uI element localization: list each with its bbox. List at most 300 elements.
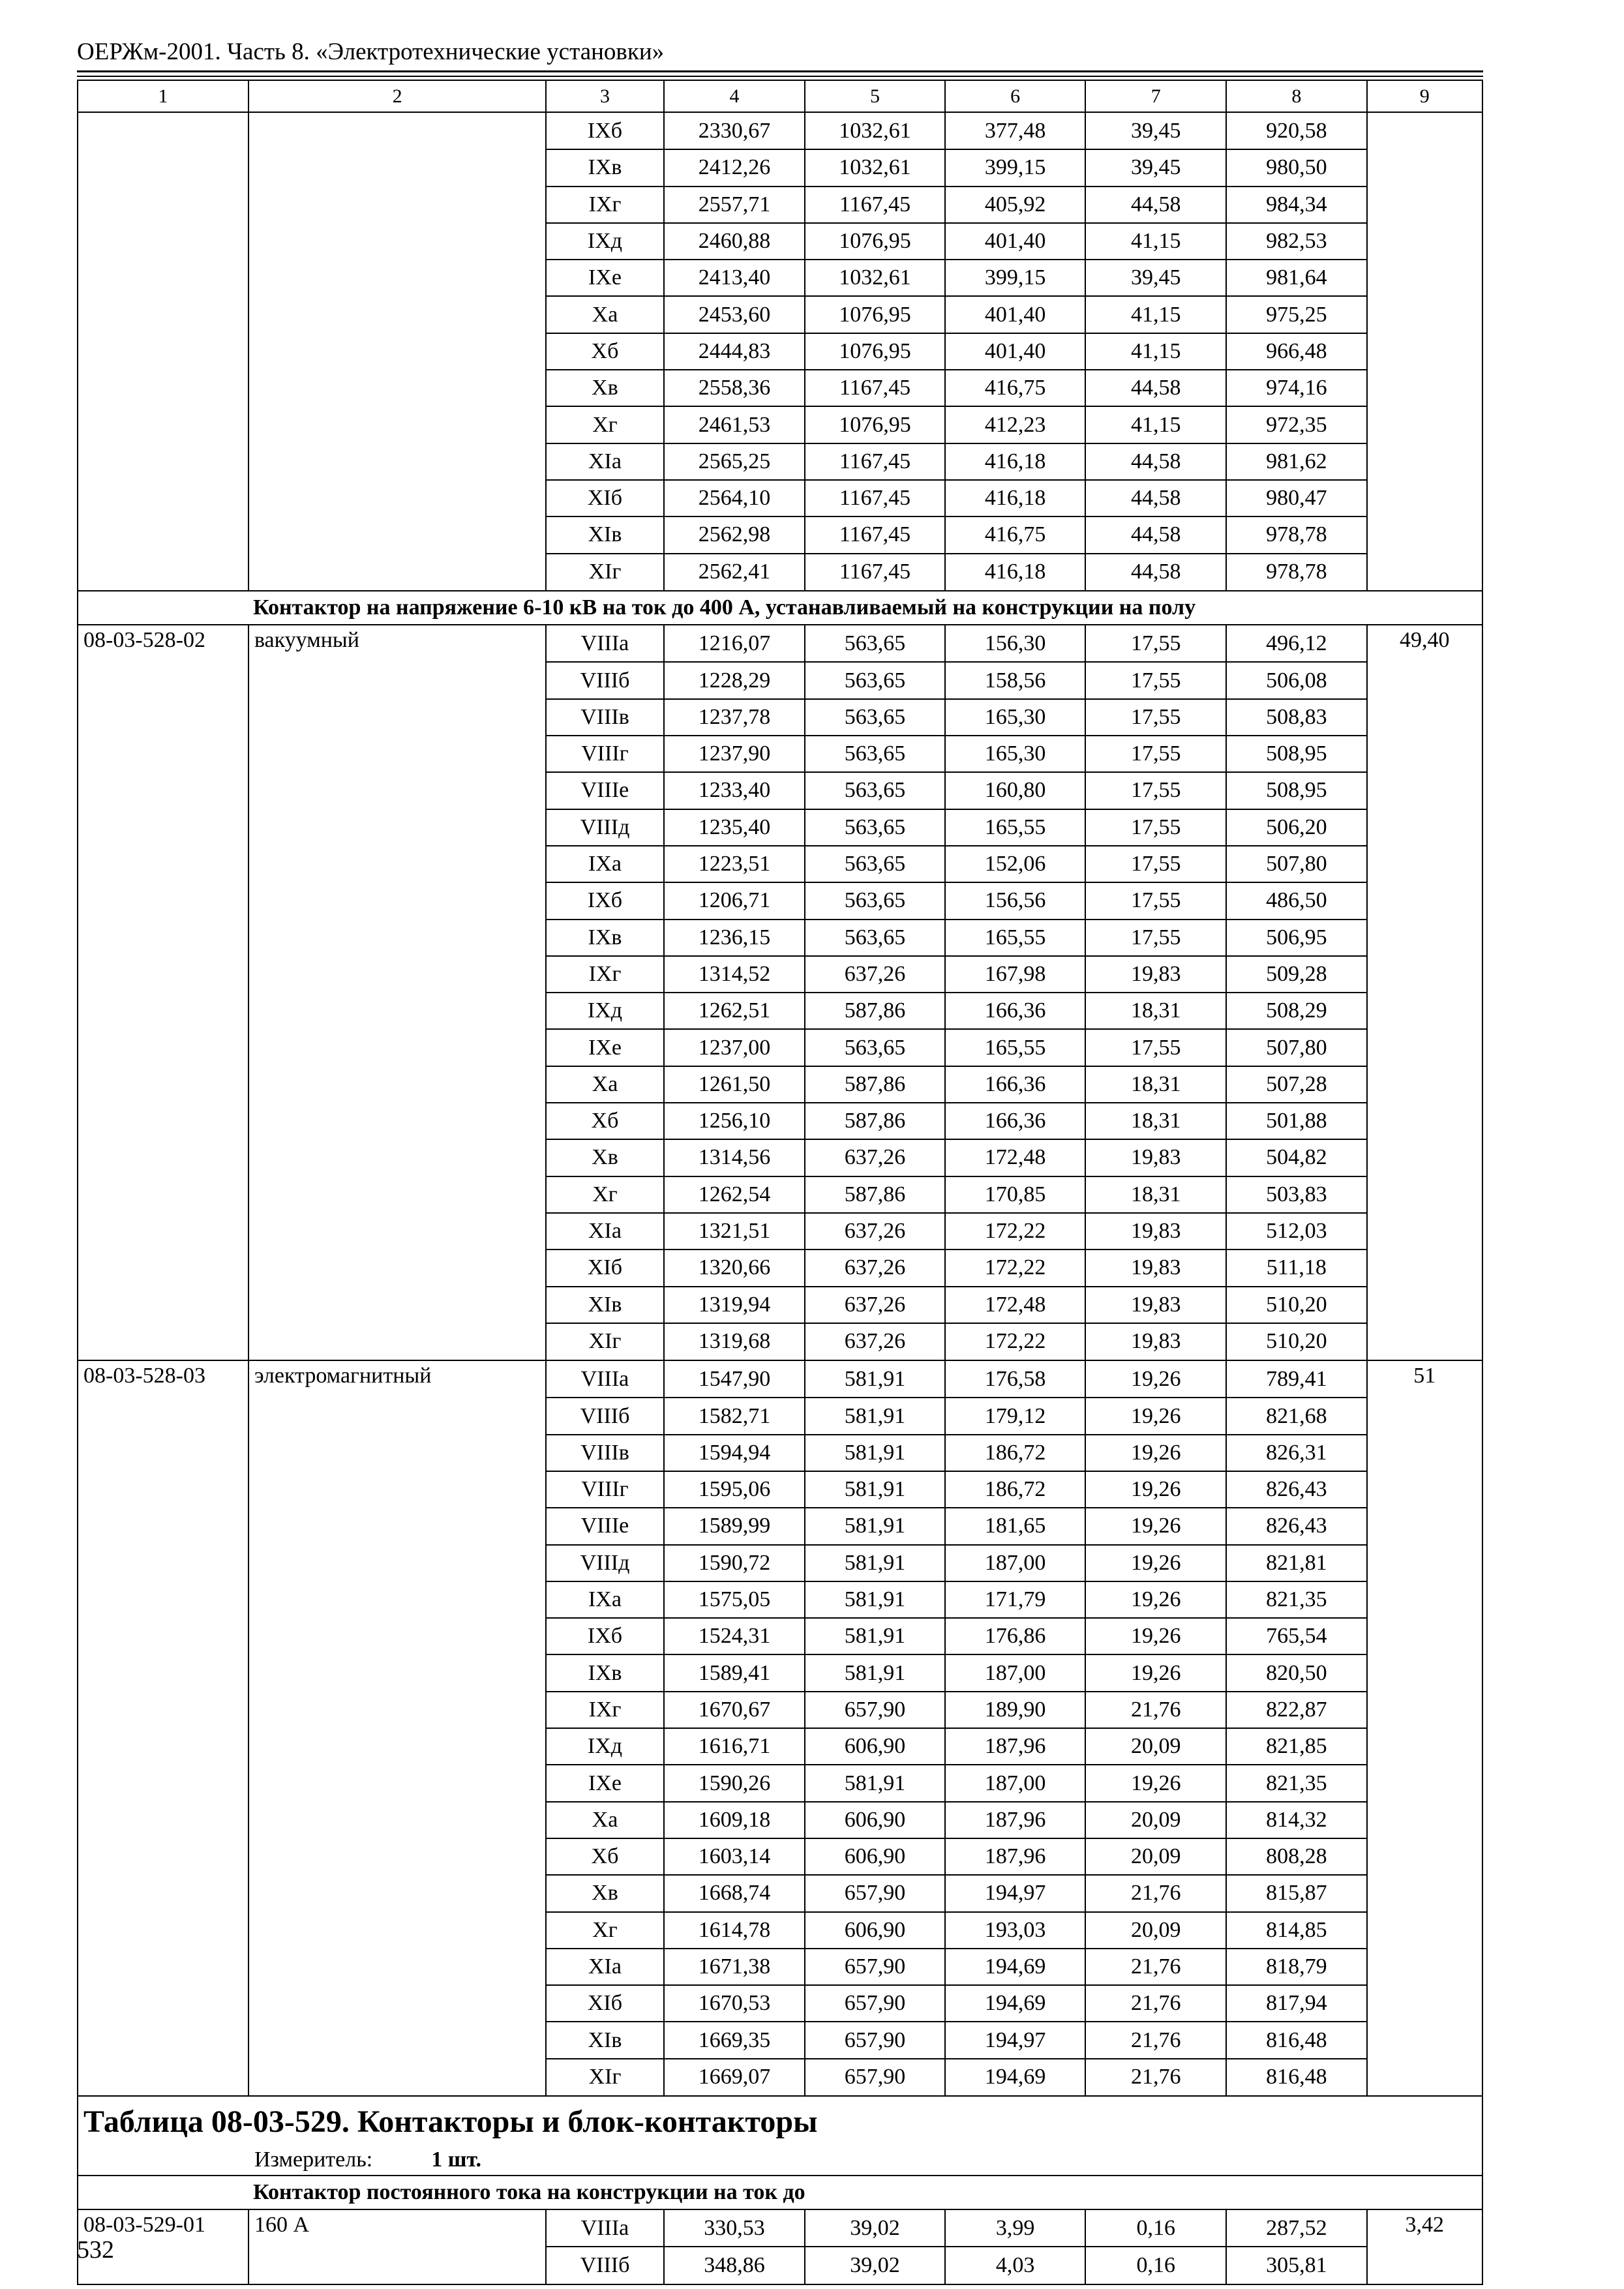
- region-cell: IXд: [546, 1728, 663, 1765]
- total-cost-cell: 1206,71: [664, 882, 805, 919]
- col9-cell: [1367, 223, 1482, 260]
- operator-wages-cell: 19,26: [1085, 1618, 1226, 1654]
- col9-cell: [1367, 1802, 1482, 1838]
- operator-wages-cell: 17,55: [1085, 882, 1226, 919]
- rate-code-cell: [78, 187, 248, 223]
- machines-cell: 187,96: [945, 1802, 1086, 1838]
- col9-cell: [1367, 1545, 1482, 1581]
- machines-cell: 194,97: [945, 2022, 1086, 2058]
- materials-cell: 486,50: [1226, 882, 1367, 919]
- rate-code-cell: [78, 296, 248, 333]
- total-cost-cell: 1594,94: [664, 1435, 805, 1471]
- col9-cell: [1367, 1508, 1482, 1544]
- rate-name-cell: [248, 223, 546, 260]
- col9-cell: [1367, 1435, 1482, 1471]
- rate-code-cell: [78, 956, 248, 993]
- col9-cell: [1367, 1728, 1482, 1765]
- materials-cell: 508,83: [1226, 699, 1367, 736]
- rate-code-cell: [78, 1545, 248, 1581]
- machines-cell: 172,48: [945, 1287, 1086, 1323]
- rate-code-cell: [78, 406, 248, 443]
- total-cost-cell: 1669,07: [664, 2059, 805, 2096]
- materials-cell: 816,48: [1226, 2059, 1367, 2096]
- total-cost-cell: 1228,29: [664, 662, 805, 698]
- materials-cell: 826,43: [1226, 1508, 1367, 1544]
- machines-cell: 156,56: [945, 882, 1086, 919]
- table-row: [78, 1435, 1482, 1471]
- region-cell: IXд: [546, 223, 663, 260]
- table-row: [78, 2209, 1482, 2247]
- materials-cell: 506,08: [1226, 662, 1367, 698]
- materials-cell: 305,81: [1226, 2247, 1367, 2284]
- rate-name-cell: [248, 1471, 546, 1508]
- rate-name-cell: [248, 187, 546, 223]
- machines-cell: 170,85: [945, 1176, 1086, 1213]
- machines-cell: 187,00: [945, 1654, 1086, 1691]
- machines-cell: 181,65: [945, 1508, 1086, 1544]
- region-cell: Xa: [546, 296, 663, 333]
- total-cost-cell: 1235,40: [664, 809, 805, 846]
- wages-cell: 563,65: [805, 662, 945, 698]
- section-heading-cell: [78, 591, 1482, 625]
- materials-cell: 765,54: [1226, 1618, 1367, 1654]
- region-cell: VIIIв: [546, 699, 663, 736]
- operator-wages-cell: 19,26: [1085, 1545, 1226, 1581]
- table-title: Таблица 08-03-529. Контакторы и блок-контакторы: [83, 2104, 818, 2140]
- col9-cell: [1367, 736, 1482, 772]
- materials-cell: 511,18: [1226, 1249, 1367, 1286]
- col9-cell: [1367, 1471, 1482, 1508]
- wages-cell: 581,91: [805, 1398, 945, 1434]
- rate-code-cell: [78, 1875, 248, 1911]
- rate-name-cell: [248, 846, 546, 882]
- table-row: [78, 1875, 1482, 1911]
- col9-cell: 51: [1367, 1360, 1482, 1398]
- materials-cell: 507,28: [1226, 1066, 1367, 1103]
- total-cost-cell: 2564,10: [664, 480, 805, 516]
- wages-cell: 1032,61: [805, 149, 945, 186]
- rate-code-cell: [78, 1912, 248, 1949]
- materials-cell: 826,31: [1226, 1435, 1367, 1471]
- table-row: [78, 920, 1482, 956]
- col9-cell: [1367, 333, 1482, 370]
- col9-cell: [1367, 1139, 1482, 1176]
- operator-wages-cell: 21,76: [1085, 1949, 1226, 1985]
- materials-cell: 981,64: [1226, 260, 1367, 296]
- total-cost-cell: 1670,67: [664, 1692, 805, 1728]
- operator-wages-cell: 41,15: [1085, 223, 1226, 260]
- region-cell: IXa: [546, 846, 663, 882]
- materials-cell: 821,35: [1226, 1765, 1367, 1801]
- total-cost-cell: 2558,36: [664, 370, 805, 406]
- table-row: [78, 1360, 1482, 1398]
- total-cost-cell: 1603,14: [664, 1838, 805, 1875]
- region-cell: VIIIв: [546, 1435, 663, 1471]
- materials-cell: 821,68: [1226, 1398, 1367, 1434]
- rate-name-cell: [248, 1912, 546, 1949]
- col9-cell: [1367, 1176, 1482, 1213]
- region-cell: XIв: [546, 1287, 663, 1323]
- table-row: [78, 1618, 1482, 1654]
- region-cell: IXг: [546, 956, 663, 993]
- materials-cell: 984,34: [1226, 187, 1367, 223]
- operator-wages-cell: 41,15: [1085, 333, 1226, 370]
- table-row: [78, 993, 1482, 1029]
- col9-cell: [1367, 1838, 1482, 1875]
- rate-name-cell: [248, 443, 546, 480]
- operator-wages-cell: 20,09: [1085, 1838, 1226, 1875]
- wages-cell: 657,90: [805, 1875, 945, 1911]
- rate-name-cell: [248, 699, 546, 736]
- table-row: [78, 699, 1482, 736]
- total-cost-cell: 1261,50: [664, 1066, 805, 1103]
- rate-name-cell: [248, 772, 546, 809]
- rate-code-cell: [78, 772, 248, 809]
- table-row: [78, 1912, 1482, 1949]
- machines-cell: 412,23: [945, 406, 1086, 443]
- rate-name-cell: [248, 1176, 546, 1213]
- col9-cell: [1367, 1398, 1482, 1434]
- machines-cell: 194,97: [945, 1875, 1086, 1911]
- total-cost-cell: 1589,41: [664, 1654, 805, 1691]
- table-row: [78, 554, 1482, 591]
- region-cell: XIг: [546, 2059, 663, 2096]
- operator-wages-cell: 19,26: [1085, 1765, 1226, 1801]
- table-row: [78, 1654, 1482, 1691]
- column-header-4: 4: [664, 80, 805, 112]
- rate-name-cell: [248, 956, 546, 993]
- rate-name-cell: [248, 112, 546, 149]
- total-cost-cell: 1547,90: [664, 1360, 805, 1398]
- rate-code-cell: [78, 1103, 248, 1139]
- rate-name-cell: [248, 1287, 546, 1323]
- col9-cell: [1367, 699, 1482, 736]
- materials-cell: 826,43: [1226, 1471, 1367, 1508]
- machines-cell: 416,18: [945, 443, 1086, 480]
- region-cell: VIIIб: [546, 662, 663, 698]
- region-cell: IXв: [546, 149, 663, 186]
- region-cell: IXe: [546, 1029, 663, 1066]
- rate-name-cell: [248, 1618, 546, 1654]
- wages-cell: 563,65: [805, 699, 945, 736]
- col9-cell: [1367, 554, 1482, 591]
- operator-wages-cell: 17,55: [1085, 772, 1226, 809]
- region-cell: XIб: [546, 1249, 663, 1286]
- rate-code-cell: [78, 662, 248, 698]
- region-cell: Xб: [546, 333, 663, 370]
- rate-code-cell: [78, 443, 248, 480]
- wages-cell: 563,65: [805, 846, 945, 882]
- rate-name-cell: [248, 2022, 546, 2058]
- operator-wages-cell: 17,55: [1085, 625, 1226, 662]
- column-header-8: 8: [1226, 80, 1367, 112]
- table-row: [78, 1985, 1482, 2022]
- table-row: [78, 2247, 1482, 2284]
- total-cost-cell: 2453,60: [664, 296, 805, 333]
- machines-cell: 187,00: [945, 1765, 1086, 1801]
- region-cell: Xб: [546, 1838, 663, 1875]
- rate-name-cell: [248, 1103, 546, 1139]
- machines-cell: 416,75: [945, 516, 1086, 553]
- machines-cell: 160,80: [945, 772, 1086, 809]
- col9-cell: [1367, 1692, 1482, 1728]
- table-row: [78, 1398, 1482, 1434]
- rate-code-cell: [78, 1765, 248, 1801]
- wages-cell: 637,26: [805, 1139, 945, 1176]
- operator-wages-cell: 44,58: [1085, 443, 1226, 480]
- machines-cell: 401,40: [945, 296, 1086, 333]
- col9-cell: [1367, 1985, 1482, 2022]
- materials-cell: 508,95: [1226, 736, 1367, 772]
- operator-wages-cell: 17,55: [1085, 809, 1226, 846]
- wages-cell: 581,91: [805, 1618, 945, 1654]
- rate-name-cell: [248, 736, 546, 772]
- operator-wages-cell: 19,26: [1085, 1435, 1226, 1471]
- rate-name-cell: [248, 1838, 546, 1875]
- wages-cell: 1076,95: [805, 333, 945, 370]
- region-cell: XIг: [546, 554, 663, 591]
- machines-cell: 167,98: [945, 956, 1086, 993]
- meter-value: 1 шт.: [431, 2147, 482, 2172]
- machines-cell: 193,03: [945, 1912, 1086, 1949]
- total-cost-cell: 2562,41: [664, 554, 805, 591]
- wages-cell: 563,65: [805, 772, 945, 809]
- col9-cell: [1367, 1765, 1482, 1801]
- operator-wages-cell: 0,16: [1085, 2209, 1226, 2247]
- table-row: [78, 112, 1482, 149]
- col9-cell: [1367, 956, 1482, 993]
- total-cost-cell: 2460,88: [664, 223, 805, 260]
- materials-cell: 920,58: [1226, 112, 1367, 149]
- table-row: [78, 662, 1482, 698]
- rate-code-cell: [78, 370, 248, 406]
- total-cost-cell: 1582,71: [664, 1398, 805, 1434]
- rate-name-cell: [248, 333, 546, 370]
- materials-cell: 980,47: [1226, 480, 1367, 516]
- operator-wages-cell: 19,26: [1085, 1360, 1226, 1398]
- wages-cell: 606,90: [805, 1912, 945, 1949]
- col9-cell: [1367, 1287, 1482, 1323]
- col9-cell: [1367, 1912, 1482, 1949]
- rate-name-cell: [248, 2059, 546, 2096]
- rate-name-cell: [248, 554, 546, 591]
- wages-cell: 657,90: [805, 1985, 945, 2022]
- col9-cell: [1367, 1654, 1482, 1691]
- column-header-2: 2: [248, 80, 546, 112]
- total-cost-cell: 2330,67: [664, 112, 805, 149]
- section-heading-row: [78, 591, 1482, 625]
- region-cell: IXг: [546, 1692, 663, 1728]
- rate-name-cell: [248, 809, 546, 846]
- total-cost-cell: 348,86: [664, 2247, 805, 2284]
- machines-cell: 416,18: [945, 480, 1086, 516]
- operator-wages-cell: 17,55: [1085, 699, 1226, 736]
- operator-wages-cell: 39,45: [1085, 149, 1226, 186]
- materials-cell: 981,62: [1226, 443, 1367, 480]
- operator-wages-cell: 19,83: [1085, 1213, 1226, 1249]
- rate-code-cell: [78, 2022, 248, 2058]
- table-row: [78, 480, 1482, 516]
- machines-cell: 194,69: [945, 1985, 1086, 2022]
- wages-cell: 581,91: [805, 1765, 945, 1801]
- col9-cell: [1367, 1103, 1482, 1139]
- materials-cell: 972,35: [1226, 406, 1367, 443]
- wages-cell: 1167,45: [805, 516, 945, 553]
- wages-cell: 581,91: [805, 1435, 945, 1471]
- region-cell: VIIIe: [546, 1508, 663, 1544]
- materials-cell: 822,87: [1226, 1692, 1367, 1728]
- total-cost-cell: 1668,74: [664, 1875, 805, 1911]
- table-row: [78, 223, 1482, 260]
- operator-wages-cell: 17,55: [1085, 846, 1226, 882]
- rate-name-cell: [248, 1066, 546, 1103]
- machines-cell: 172,22: [945, 1213, 1086, 1249]
- rate-name-cell: [248, 1249, 546, 1286]
- materials-cell: 814,85: [1226, 1912, 1367, 1949]
- total-cost-cell: 1237,90: [664, 736, 805, 772]
- region-cell: XIб: [546, 480, 663, 516]
- rate-code-cell: [78, 1949, 248, 1985]
- materials-cell: 510,20: [1226, 1287, 1367, 1323]
- operator-wages-cell: 20,09: [1085, 1802, 1226, 1838]
- operator-wages-cell: 0,16: [1085, 2247, 1226, 2284]
- region-cell: XIa: [546, 1949, 663, 1985]
- rate-code-cell: [78, 1581, 248, 1618]
- region-cell: Xв: [546, 370, 663, 406]
- region-cell: Xa: [546, 1802, 663, 1838]
- col9-cell: [1367, 772, 1482, 809]
- operator-wages-cell: 19,83: [1085, 956, 1226, 993]
- operator-wages-cell: 21,76: [1085, 1875, 1226, 1911]
- region-cell: IXд: [546, 993, 663, 1029]
- rate-name-cell: [248, 882, 546, 919]
- rate-code-cell: [78, 882, 248, 919]
- wages-cell: 657,90: [805, 1949, 945, 1985]
- machines-cell: 377,48: [945, 112, 1086, 149]
- table-title-cell: [78, 2096, 1482, 2176]
- rate-code-cell: [78, 1508, 248, 1544]
- wages-cell: 1076,95: [805, 296, 945, 333]
- materials-cell: 974,16: [1226, 370, 1367, 406]
- rate-code-cell: [78, 1066, 248, 1103]
- col9-cell: [1367, 296, 1482, 333]
- wages-cell: 581,91: [805, 1360, 945, 1398]
- operator-wages-cell: 21,76: [1085, 1985, 1226, 2022]
- total-cost-cell: 330,53: [664, 2209, 805, 2247]
- col9-cell: [1367, 1949, 1482, 1985]
- rate-name-cell: [248, 1654, 546, 1691]
- materials-cell: 508,29: [1226, 993, 1367, 1029]
- materials-cell: 503,83: [1226, 1176, 1367, 1213]
- machines-cell: 165,30: [945, 699, 1086, 736]
- machines-cell: 172,48: [945, 1139, 1086, 1176]
- rate-code-cell: [78, 809, 248, 846]
- operator-wages-cell: 44,58: [1085, 516, 1226, 553]
- materials-cell: 501,88: [1226, 1103, 1367, 1139]
- region-cell: Xв: [546, 1875, 663, 1911]
- table-row: [78, 625, 1482, 662]
- rate-name-cell: [248, 406, 546, 443]
- wages-cell: 637,26: [805, 1213, 945, 1249]
- materials-cell: 821,35: [1226, 1581, 1367, 1618]
- region-cell: VIIIa: [546, 2209, 663, 2247]
- total-cost-cell: 1233,40: [664, 772, 805, 809]
- rate-code-cell: [78, 333, 248, 370]
- materials-cell: 504,82: [1226, 1139, 1367, 1176]
- rate-name-cell: [248, 1728, 546, 1765]
- region-cell: XIв: [546, 2022, 663, 2058]
- rate-code-cell: [78, 1213, 248, 1249]
- rate-name-cell: [248, 1435, 546, 1471]
- wages-cell: 1167,45: [805, 187, 945, 223]
- table-row: [78, 772, 1482, 809]
- rate-name-cell: [248, 1875, 546, 1911]
- total-cost-cell: 2412,26: [664, 149, 805, 186]
- wages-cell: 1076,95: [805, 223, 945, 260]
- machines-cell: 179,12: [945, 1398, 1086, 1434]
- page-header: ОЕРЖм-2001. Часть 8. «Электротехнические установки»: [77, 38, 665, 65]
- rate-code-cell: [78, 112, 248, 149]
- operator-wages-cell: 19,83: [1085, 1287, 1226, 1323]
- wages-cell: 581,91: [805, 1471, 945, 1508]
- section-heading-cell: [78, 2176, 1482, 2209]
- wages-cell: 587,86: [805, 993, 945, 1029]
- table-row: [78, 882, 1482, 919]
- operator-wages-cell: 17,55: [1085, 736, 1226, 772]
- section-heading-row: [78, 2176, 1482, 2209]
- table-row: [78, 443, 1482, 480]
- col9-cell: [1367, 187, 1482, 223]
- materials-cell: 978,78: [1226, 516, 1367, 553]
- rate-code-cell: [78, 1838, 248, 1875]
- col9-cell: [1367, 920, 1482, 956]
- wages-cell: 39,02: [805, 2209, 945, 2247]
- table-row: [78, 1838, 1482, 1875]
- header-rule-secondary: [77, 76, 1483, 77]
- materials-cell: 817,94: [1226, 1985, 1367, 2022]
- column-header-5: 5: [805, 80, 945, 112]
- region-cell: VIIIe: [546, 772, 663, 809]
- rate-code-cell: [78, 920, 248, 956]
- table-row: [78, 956, 1482, 993]
- operator-wages-cell: 41,15: [1085, 296, 1226, 333]
- operator-wages-cell: 19,26: [1085, 1471, 1226, 1508]
- materials-cell: 510,20: [1226, 1323, 1367, 1360]
- rate-code-cell: [78, 1249, 248, 1286]
- operator-wages-cell: 21,76: [1085, 2022, 1226, 2058]
- region-cell: IXг: [546, 187, 663, 223]
- col9-cell: [1367, 443, 1482, 480]
- operator-wages-cell: 20,09: [1085, 1728, 1226, 1765]
- total-cost-cell: 1256,10: [664, 1103, 805, 1139]
- col9-cell: [1367, 1618, 1482, 1654]
- table-row: [78, 1103, 1482, 1139]
- operator-wages-cell: 19,26: [1085, 1654, 1226, 1691]
- table-title-row: [78, 2096, 1482, 2176]
- wages-cell: 606,90: [805, 1838, 945, 1875]
- wages-cell: 563,65: [805, 736, 945, 772]
- col9-cell: 3,42: [1367, 2209, 1482, 2247]
- table-row: [78, 2059, 1482, 2096]
- wages-cell: 581,91: [805, 1654, 945, 1691]
- region-cell: XIa: [546, 1213, 663, 1249]
- column-header-9: 9: [1367, 80, 1482, 112]
- machines-cell: 186,72: [945, 1471, 1086, 1508]
- col9-cell: [1367, 1875, 1482, 1911]
- machines-cell: 399,15: [945, 260, 1086, 296]
- column-header-7: 7: [1085, 80, 1226, 112]
- machines-cell: 194,69: [945, 2059, 1086, 2096]
